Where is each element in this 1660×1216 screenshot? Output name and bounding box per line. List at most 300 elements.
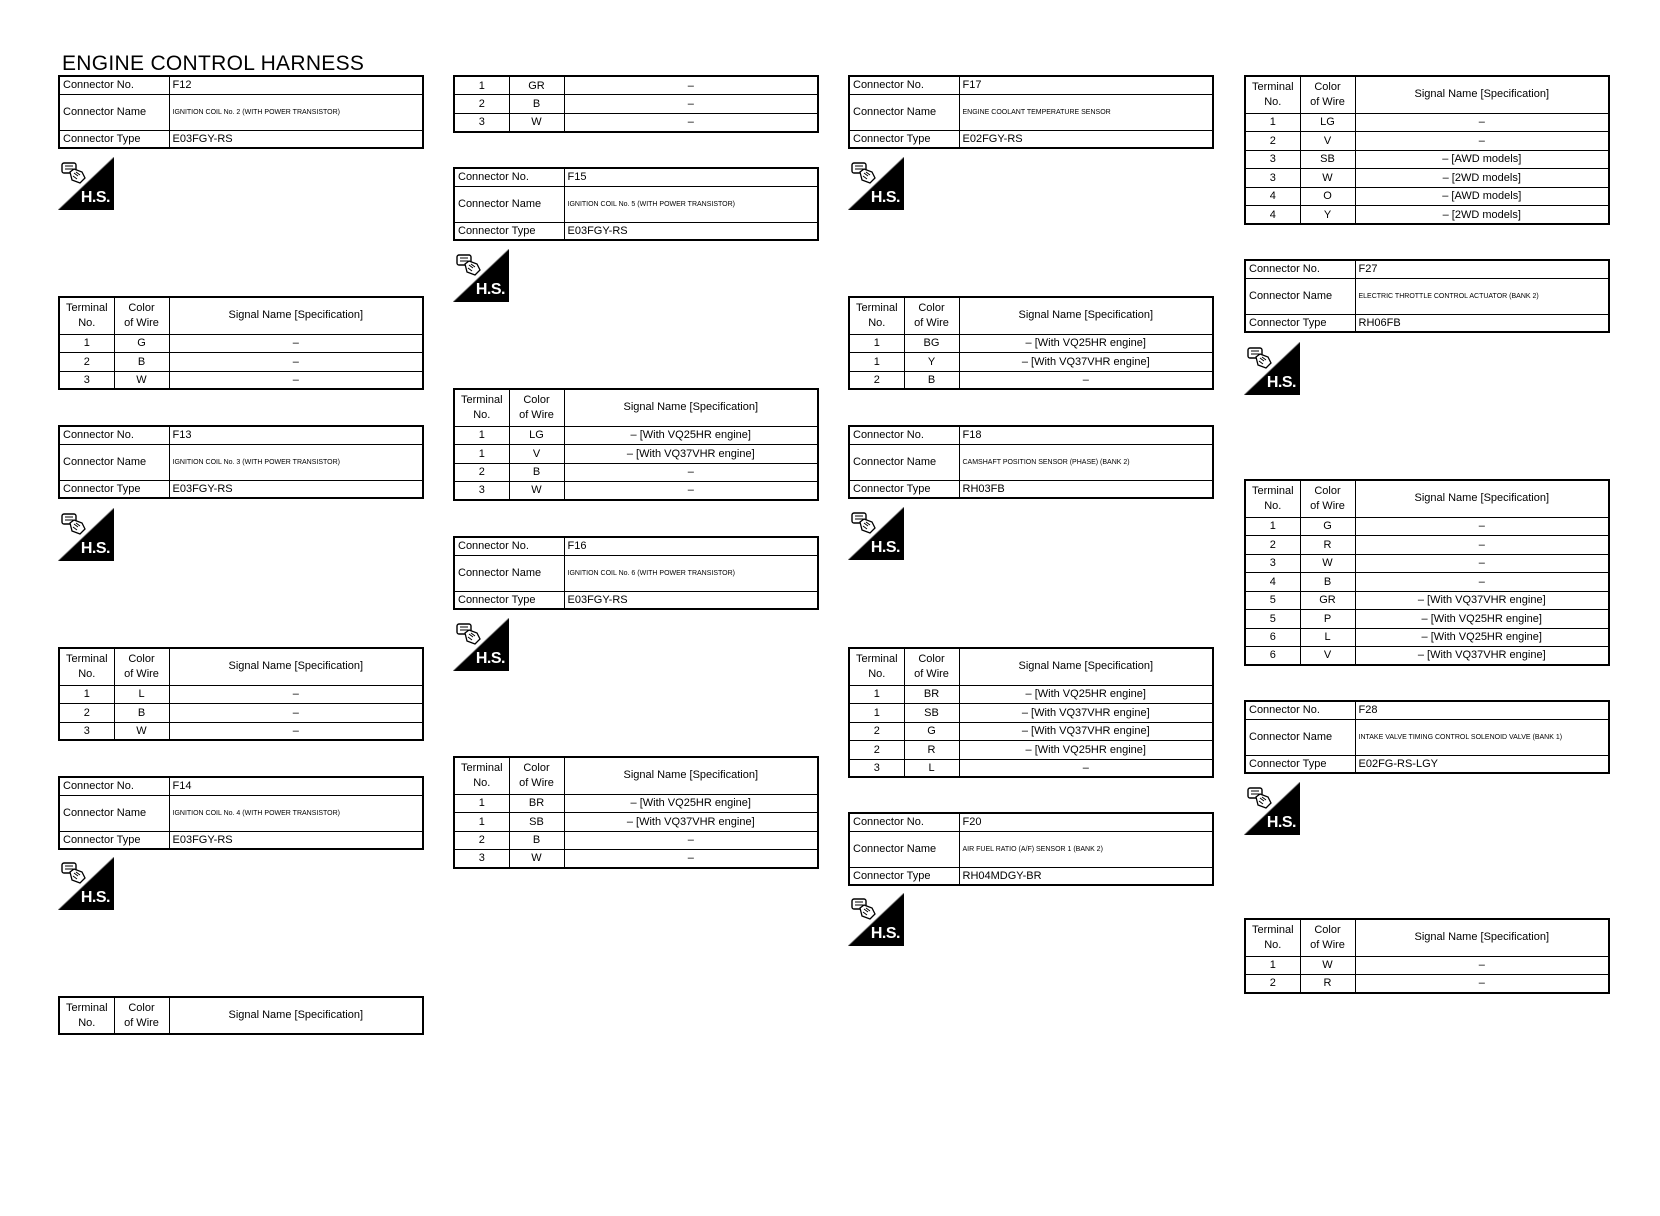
table-row xyxy=(1245,206,1609,225)
terminal-no-cell: 3 xyxy=(1245,169,1300,188)
table-row xyxy=(1245,975,1609,993)
wire-color-cell: R xyxy=(1300,975,1355,993)
color-of-wire-header: Color of Wire xyxy=(1300,919,1355,956)
wire-color-cell: B xyxy=(114,353,169,372)
signal-name-cell: – xyxy=(1355,536,1609,555)
table-row xyxy=(1245,956,1609,975)
pin-table-f16 xyxy=(453,756,819,869)
table-row xyxy=(849,722,1213,741)
wire-color-cell: BR xyxy=(509,794,564,813)
connector-info-f12 xyxy=(58,75,424,149)
wire-color-cell: B xyxy=(509,95,564,114)
wire-color-cell: B xyxy=(1300,573,1355,592)
connector-no-value: F15 xyxy=(564,168,818,186)
terminal-no-cell: 1 xyxy=(454,813,509,832)
connector-name-value: CAMSHAFT POSITION SENSOR (PHASE) (BANK 2) xyxy=(959,444,1213,480)
wire-color-cell: V xyxy=(1300,132,1355,151)
terminal-no-cell: 1 xyxy=(454,794,509,813)
connector-type-value: E03FGY-RS xyxy=(564,222,818,240)
connector-name-label: Connector Name xyxy=(849,94,959,130)
wire-color-cell: SB xyxy=(509,813,564,832)
terminal-no-cell: 1 xyxy=(59,685,114,704)
signal-name-cell: – [With VQ37VHR engine] xyxy=(564,813,818,832)
connector-no-value: F28 xyxy=(1355,701,1609,719)
signal-name-cell: – [With VQ25HR engine] xyxy=(1355,610,1609,629)
connector-name-value: IGNITION COIL No. 5 (WITH POWER TRANSISTOR) xyxy=(564,186,818,222)
color-of-wire-header: Color of Wire xyxy=(1300,76,1355,113)
connector-hand-icon xyxy=(850,160,878,186)
table-row xyxy=(1245,536,1609,555)
wire-color-cell: B xyxy=(114,704,169,723)
signal-name-header: Signal Name [Specification] xyxy=(169,648,423,685)
table-row xyxy=(1245,647,1609,665)
connector-type-value: E03FGY-RS xyxy=(169,480,423,498)
connector-type-label: Connector Type xyxy=(59,831,169,849)
terminal-no-cell: 1 xyxy=(454,445,509,464)
color-of-wire-header: Color of Wire xyxy=(904,297,959,334)
hs-label: H.S. xyxy=(475,281,505,298)
connector-name-label: Connector Name xyxy=(454,555,564,591)
connector-name-label: Connector Name xyxy=(59,444,169,480)
connector-name-value: IGNITION COIL No. 4 (WITH POWER TRANSISTOR) xyxy=(169,795,423,831)
wire-color-cell: W xyxy=(509,482,564,500)
terminal-no-cell: 1 xyxy=(849,353,904,372)
hs-label: H.S. xyxy=(80,889,110,906)
connector-type-label: Connector Type xyxy=(849,130,959,148)
connector-type-value: E02FG-RS-LGY xyxy=(1355,755,1609,773)
connector-no-value: F16 xyxy=(564,537,818,555)
terminal-no-header: Terminal No. xyxy=(849,297,904,334)
signal-name-cell: – [AWD models] xyxy=(1355,187,1609,206)
connector-type-value: E03FGY-RS xyxy=(169,130,423,148)
color-of-wire-header: Color of Wire xyxy=(114,648,169,685)
signal-name-cell: – xyxy=(564,482,818,500)
signal-name-header: Signal Name [Specification] xyxy=(1355,76,1609,113)
table-row xyxy=(59,685,423,704)
wire-color-cell: W xyxy=(114,722,169,740)
signal-name-cell: – xyxy=(1355,573,1609,592)
wire-color-cell: L xyxy=(114,685,169,704)
signal-name-cell: – xyxy=(564,95,818,114)
wire-color-cell: B xyxy=(509,831,564,850)
terminal-no-cell: 1 xyxy=(454,426,509,445)
terminal-no-cell: 2 xyxy=(454,463,509,482)
wire-color-cell: Y xyxy=(1300,206,1355,225)
terminal-no-cell: 2 xyxy=(849,741,904,760)
table-row xyxy=(454,445,818,464)
signal-name-cell: – [With VQ25HR engine] xyxy=(959,685,1213,704)
connector-name-value: ENGINE COOLANT TEMPERATURE SENSOR xyxy=(959,94,1213,130)
connector-no-value: F14 xyxy=(169,777,423,795)
terminal-no-header: Terminal No. xyxy=(1245,76,1300,113)
signal-name-cell: – xyxy=(1355,554,1609,573)
table-row xyxy=(454,463,818,482)
pin-table-f14-continued xyxy=(453,75,819,133)
hs-label: H.S. xyxy=(870,539,900,556)
terminal-no-header: Terminal No. xyxy=(454,389,509,426)
hs-label: H.S. xyxy=(870,189,900,206)
color-of-wire-header: Color of Wire xyxy=(114,997,169,1034)
connector-no-label: Connector No. xyxy=(454,537,564,555)
signal-name-cell: – [AWD models] xyxy=(1355,150,1609,169)
connector-type-label: Connector Type xyxy=(1245,314,1355,332)
terminal-no-cell: 6 xyxy=(1245,647,1300,665)
table-row xyxy=(454,831,818,850)
wire-color-cell: SB xyxy=(1300,150,1355,169)
harness-side-badge xyxy=(848,157,904,210)
terminal-no-cell: 1 xyxy=(1245,113,1300,132)
connector-no-value: F18 xyxy=(959,426,1213,444)
connector-no-label: Connector No. xyxy=(59,777,169,795)
terminal-no-cell: 3 xyxy=(454,482,509,500)
terminal-no-header: Terminal No. xyxy=(59,297,114,334)
hs-label: H.S. xyxy=(1266,374,1296,391)
connector-name-value: IGNITION COIL No. 2 (WITH POWER TRANSISTOR) xyxy=(169,94,423,130)
hs-label: H.S. xyxy=(80,540,110,557)
harness-side-badge xyxy=(58,857,114,910)
pin-table-f18 xyxy=(848,647,1214,778)
page-title: ENGINE CONTROL HARNESS xyxy=(62,52,365,75)
connector-type-value: RH06FB xyxy=(1355,314,1609,332)
connector-name-value: AIR FUEL RATIO (A/F) SENSOR 1 (BANK 2) xyxy=(959,831,1213,867)
connector-hand-icon xyxy=(60,160,88,186)
pin-table-f17 xyxy=(848,296,1214,390)
connector-hand-icon xyxy=(850,896,878,922)
signal-name-cell: – [With VQ25HR engine] xyxy=(959,334,1213,353)
table-row xyxy=(1245,610,1609,629)
table-row xyxy=(1245,132,1609,151)
connector-name-value: INTAKE VALVE TIMING CONTROL SOLENOID VALVE (BANK 1) xyxy=(1355,719,1609,755)
connector-no-label: Connector No. xyxy=(1245,260,1355,278)
terminal-no-header: Terminal No. xyxy=(1245,480,1300,517)
signal-name-header: Signal Name [Specification] xyxy=(169,997,423,1034)
table-row xyxy=(1245,628,1609,647)
table-row xyxy=(454,95,818,114)
table-row xyxy=(59,722,423,740)
connector-no-value: F12 xyxy=(169,76,423,94)
connector-no-label: Connector No. xyxy=(59,426,169,444)
signal-name-cell: – xyxy=(169,704,423,723)
color-of-wire-header: Color of Wire xyxy=(509,757,564,794)
terminal-no-header: Terminal No. xyxy=(59,648,114,685)
pin-table-f12 xyxy=(58,296,424,390)
signal-name-header: Signal Name [Specification] xyxy=(959,297,1213,334)
table-row xyxy=(454,850,818,868)
wire-color-cell: W xyxy=(1300,169,1355,188)
table-row xyxy=(849,759,1213,777)
connector-type-value: E02FGY-RS xyxy=(959,130,1213,148)
table-row xyxy=(454,113,818,132)
connector-type-value: RH03FB xyxy=(959,480,1213,498)
wire-color-cell: BR xyxy=(904,685,959,704)
connector-type-label: Connector Type xyxy=(454,222,564,240)
terminal-no-cell: 2 xyxy=(454,831,509,850)
table-row xyxy=(1245,150,1609,169)
terminal-no-cell: 1 xyxy=(454,76,509,95)
terminal-no-cell: 2 xyxy=(849,722,904,741)
connector-name-value: IGNITION COIL No. 3 (WITH POWER TRANSISTOR) xyxy=(169,444,423,480)
table-row xyxy=(454,482,818,500)
harness-side-badge xyxy=(453,249,509,302)
signal-name-cell: – [With VQ25HR engine] xyxy=(564,426,818,445)
signal-name-cell: – xyxy=(169,685,423,704)
connector-info-f20 xyxy=(848,812,1214,886)
wire-color-cell: V xyxy=(509,445,564,464)
connector-info-f18 xyxy=(848,425,1214,499)
signal-name-cell: – [With VQ37VHR engine] xyxy=(1355,591,1609,610)
hs-label: H.S. xyxy=(475,650,505,667)
wire-color-cell: R xyxy=(904,741,959,760)
wire-color-cell: V xyxy=(1300,647,1355,665)
wire-color-cell: SB xyxy=(904,704,959,723)
table-row xyxy=(1245,113,1609,132)
connector-type-label: Connector Type xyxy=(59,130,169,148)
wire-color-cell: BG xyxy=(904,334,959,353)
connector-no-value: F20 xyxy=(959,813,1213,831)
terminal-no-cell: 2 xyxy=(454,95,509,114)
harness-side-badge xyxy=(1244,342,1300,395)
connector-hand-icon xyxy=(1246,345,1274,371)
pin-table-f20-continued xyxy=(1244,75,1610,225)
table-row xyxy=(849,371,1213,389)
wire-color-cell: G xyxy=(1300,517,1355,536)
signal-name-cell: – xyxy=(564,850,818,868)
connector-hand-icon xyxy=(60,860,88,886)
table-row xyxy=(1245,554,1609,573)
connector-type-label: Connector Type xyxy=(1245,755,1355,773)
hs-label: H.S. xyxy=(80,189,110,206)
signal-name-cell: – xyxy=(1355,975,1609,993)
terminal-no-cell: 4 xyxy=(1245,573,1300,592)
harness-side-badge xyxy=(58,157,114,210)
connector-no-value: F17 xyxy=(959,76,1213,94)
connector-no-label: Connector No. xyxy=(849,76,959,94)
terminal-no-cell: 2 xyxy=(849,371,904,389)
wire-color-cell: Y xyxy=(904,353,959,372)
signal-name-cell: – xyxy=(959,759,1213,777)
table-row xyxy=(59,353,423,372)
table-row xyxy=(849,334,1213,353)
connector-hand-icon xyxy=(60,511,88,537)
signal-name-cell: – xyxy=(169,722,423,740)
wire-color-cell: G xyxy=(114,334,169,353)
terminal-no-cell: 1 xyxy=(849,704,904,723)
signal-name-cell: – xyxy=(1355,517,1609,536)
signal-name-cell: – xyxy=(564,76,818,95)
hs-label: H.S. xyxy=(1266,814,1296,831)
table-row xyxy=(454,426,818,445)
terminal-no-cell: 3 xyxy=(454,113,509,132)
table-row xyxy=(1245,517,1609,536)
connector-hand-icon xyxy=(1246,785,1274,811)
connector-name-value: ELECTRIC THROTTLE CONTROL ACTUATOR (BANK 2) xyxy=(1355,278,1609,314)
connector-info-f15 xyxy=(453,167,819,241)
wire-color-cell: W xyxy=(509,113,564,132)
signal-name-cell: – xyxy=(1355,113,1609,132)
terminal-no-header: Terminal No. xyxy=(849,648,904,685)
wire-color-cell: LG xyxy=(509,426,564,445)
terminal-no-cell: 1 xyxy=(849,334,904,353)
signal-name-cell: – xyxy=(1355,956,1609,975)
pin-table-f15 xyxy=(453,388,819,501)
terminal-no-cell: 2 xyxy=(1245,536,1300,555)
signal-name-cell: – [With VQ25HR engine] xyxy=(564,794,818,813)
signal-name-cell: – xyxy=(564,831,818,850)
connector-name-label: Connector Name xyxy=(454,186,564,222)
connector-name-label: Connector Name xyxy=(1245,278,1355,314)
connector-info-f14 xyxy=(58,776,424,850)
terminal-no-cell: 2 xyxy=(59,353,114,372)
signal-name-header: Signal Name [Specification] xyxy=(1355,480,1609,517)
terminal-no-cell: 4 xyxy=(1245,206,1300,225)
signal-name-cell: – [With VQ37VHR engine] xyxy=(1355,647,1609,665)
connector-name-label: Connector Name xyxy=(59,94,169,130)
signal-name-cell: – [With VQ25HR engine] xyxy=(959,741,1213,760)
connector-info-f28 xyxy=(1244,700,1610,774)
color-of-wire-header: Color of Wire xyxy=(509,389,564,426)
terminal-no-cell: 6 xyxy=(1245,628,1300,647)
wire-color-cell: B xyxy=(509,463,564,482)
terminal-no-cell: 3 xyxy=(454,850,509,868)
wire-color-cell: G xyxy=(904,722,959,741)
wire-color-cell: R xyxy=(1300,536,1355,555)
table-row xyxy=(59,371,423,389)
connector-info-f13 xyxy=(58,425,424,499)
signal-name-header: Signal Name [Specification] xyxy=(959,648,1213,685)
wire-color-cell: GR xyxy=(1300,591,1355,610)
harness-side-badge xyxy=(58,508,114,561)
connector-no-value: F27 xyxy=(1355,260,1609,278)
pin-table-f13 xyxy=(58,647,424,741)
terminal-no-cell: 1 xyxy=(1245,517,1300,536)
terminal-no-header: Terminal No. xyxy=(1245,919,1300,956)
signal-name-cell: – xyxy=(169,334,423,353)
color-of-wire-header: Color of Wire xyxy=(114,297,169,334)
terminal-no-cell: 2 xyxy=(1245,975,1300,993)
connector-no-label: Connector No. xyxy=(59,76,169,94)
pin-table-f27 xyxy=(1244,479,1610,666)
wire-color-cell: GR xyxy=(509,76,564,95)
connector-hand-icon xyxy=(455,621,483,647)
color-of-wire-header: Color of Wire xyxy=(1300,480,1355,517)
wire-color-cell: W xyxy=(509,850,564,868)
connector-info-f16 xyxy=(453,536,819,610)
connector-name-label: Connector Name xyxy=(849,444,959,480)
table-row xyxy=(59,704,423,723)
connector-hand-icon xyxy=(850,510,878,536)
signal-name-cell: – xyxy=(169,371,423,389)
table-row xyxy=(1245,573,1609,592)
harness-side-badge xyxy=(453,618,509,671)
connector-type-value: RH04MDGY-BR xyxy=(959,867,1213,885)
connector-hand-icon xyxy=(455,252,483,278)
wire-color-cell: W xyxy=(1300,554,1355,573)
table-row xyxy=(454,76,818,95)
wire-color-cell: B xyxy=(904,371,959,389)
table-row xyxy=(59,334,423,353)
signal-name-cell: – xyxy=(564,463,818,482)
connector-info-f27 xyxy=(1244,259,1610,333)
terminal-no-cell: 1 xyxy=(1245,956,1300,975)
terminal-no-cell: 1 xyxy=(849,685,904,704)
connector-info-f17 xyxy=(848,75,1214,149)
terminal-no-cell: 2 xyxy=(59,704,114,723)
wire-color-cell: LG xyxy=(1300,113,1355,132)
signal-name-cell: – [With VQ37VHR engine] xyxy=(959,353,1213,372)
hs-label: H.S. xyxy=(870,925,900,942)
table-row xyxy=(1245,591,1609,610)
color-of-wire-header: Color of Wire xyxy=(904,648,959,685)
signal-name-cell: – [With VQ37VHR engine] xyxy=(564,445,818,464)
terminal-no-cell: 3 xyxy=(59,371,114,389)
connector-no-label: Connector No. xyxy=(1245,701,1355,719)
pin-table-f14 xyxy=(58,996,424,1035)
table-row xyxy=(454,813,818,832)
wire-color-cell: W xyxy=(1300,956,1355,975)
table-row xyxy=(849,741,1213,760)
signal-name-cell: – xyxy=(169,353,423,372)
signal-name-header: Signal Name [Specification] xyxy=(169,297,423,334)
signal-name-cell: – [With VQ37VHR engine] xyxy=(959,722,1213,741)
signal-name-header: Signal Name [Specification] xyxy=(564,757,818,794)
connector-type-value: E03FGY-RS xyxy=(169,831,423,849)
wire-color-cell: L xyxy=(904,759,959,777)
signal-name-cell: – xyxy=(564,113,818,132)
table-row xyxy=(849,353,1213,372)
connector-name-value: IGNITION COIL No. 6 (WITH POWER TRANSISTOR) xyxy=(564,555,818,591)
wire-color-cell: L xyxy=(1300,628,1355,647)
signal-name-cell: – [2WD models] xyxy=(1355,169,1609,188)
connector-name-label: Connector Name xyxy=(1245,719,1355,755)
terminal-no-header: Terminal No. xyxy=(454,757,509,794)
connector-type-label: Connector Type xyxy=(849,867,959,885)
harness-side-badge xyxy=(1244,782,1300,835)
connector-no-label: Connector No. xyxy=(454,168,564,186)
signal-name-cell: – xyxy=(959,371,1213,389)
signal-name-header: Signal Name [Specification] xyxy=(564,389,818,426)
signal-name-header: Signal Name [Specification] xyxy=(1355,919,1609,956)
connector-no-label: Connector No. xyxy=(849,813,959,831)
wire-color-cell: W xyxy=(114,371,169,389)
wire-color-cell: P xyxy=(1300,610,1355,629)
wire-color-cell: O xyxy=(1300,187,1355,206)
terminal-no-header: Terminal No. xyxy=(59,997,114,1034)
table-row xyxy=(849,704,1213,723)
connector-type-value: E03FGY-RS xyxy=(564,591,818,609)
harness-side-badge xyxy=(848,507,904,560)
terminal-no-cell: 5 xyxy=(1245,591,1300,610)
table-row xyxy=(1245,187,1609,206)
signal-name-cell: – [With VQ25HR engine] xyxy=(1355,628,1609,647)
terminal-no-cell: 3 xyxy=(849,759,904,777)
terminal-no-cell: 5 xyxy=(1245,610,1300,629)
table-row xyxy=(1245,169,1609,188)
harness-side-badge xyxy=(848,893,904,946)
terminal-no-cell: 3 xyxy=(1245,150,1300,169)
pin-table-f28 xyxy=(1244,918,1610,994)
connector-type-label: Connector Type xyxy=(454,591,564,609)
table-row xyxy=(454,794,818,813)
terminal-no-cell: 3 xyxy=(1245,554,1300,573)
signal-name-cell: – xyxy=(1355,132,1609,151)
terminal-no-cell: 4 xyxy=(1245,187,1300,206)
signal-name-cell: – [With VQ37VHR engine] xyxy=(959,704,1213,723)
connector-no-label: Connector No. xyxy=(849,426,959,444)
table-row xyxy=(849,685,1213,704)
terminal-no-cell: 1 xyxy=(59,334,114,353)
connector-name-label: Connector Name xyxy=(849,831,959,867)
connector-type-label: Connector Type xyxy=(59,480,169,498)
